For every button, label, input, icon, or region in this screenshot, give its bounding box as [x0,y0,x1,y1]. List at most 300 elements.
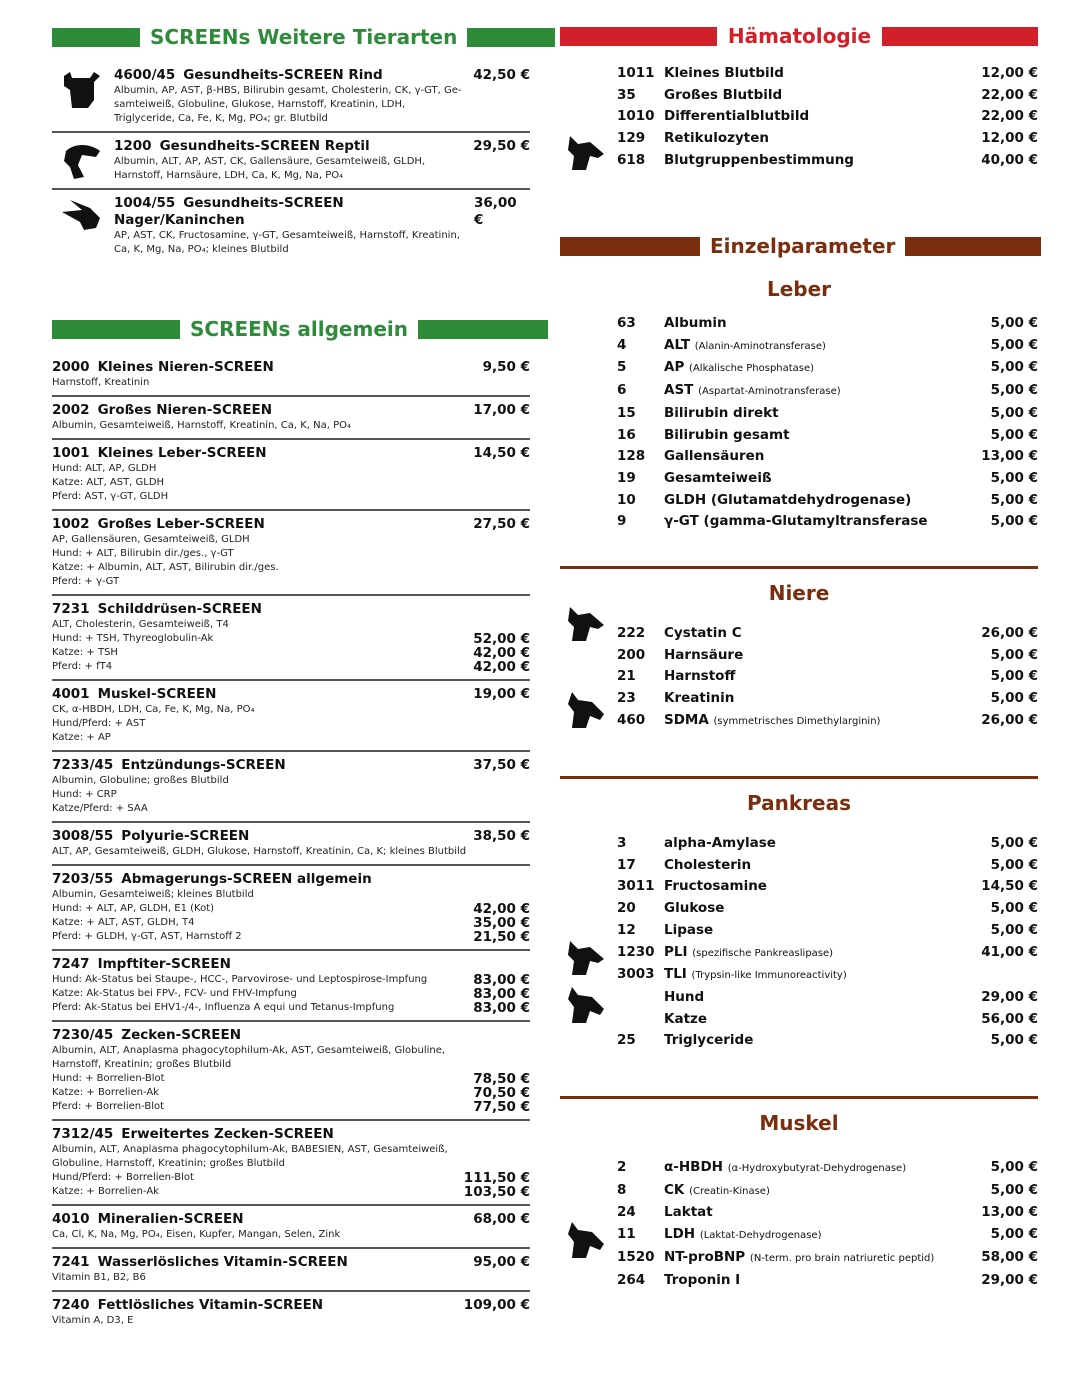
item-title [114,195,474,229]
item-title-row [52,828,530,845]
item-detail-row [52,802,530,816]
parameter-name [664,468,991,490]
item-title [52,686,216,703]
item-detail: Albumin, Gesamteiweiß; kleines Blutbild [52,889,254,900]
item-detail-row [52,703,530,717]
parameter-label: Blutgruppenbestimmung [664,151,854,168]
parameter-price: 5,00 € [990,513,1038,530]
item-price: 29,50 € [473,138,530,154]
item-detail: Katze: + Borrelien-Ak [52,1186,159,1197]
item-detail-row [52,1228,530,1242]
screen-item [52,440,530,511]
screen-item [52,1206,530,1249]
item-detail: Albumin, ALT, AP, AST, CK, Gallensäure, Gesamteiweiß, GLDH, [114,156,426,167]
item-detail: Hund: Ak-Status bei Staupe-, HCC-, Parvovirose- und Leptospirose-Impfung [52,974,428,985]
parameter-name [664,150,981,172]
parameter-label: NT-proBNP [664,1248,746,1265]
parameter-code: 1230 [617,943,655,960]
parameter-note: (N-term. pro brain natriuretic peptid) [749,1252,935,1264]
item-detail: Katze/Pferd: + SAA [52,803,148,814]
parameter-price: 41,00 € [981,943,1038,960]
parameter-row [560,645,1038,667]
parameter-label: α-HBDH [664,1159,723,1175]
parameter-label: Cholesterin [664,856,752,873]
item-code: 4600/45 [114,67,176,83]
item-code: 7231 [52,601,90,617]
section-divider [560,776,1038,779]
parameter-note: (α-Hydroxybutyrat-Dehydrogenase) [727,1163,907,1174]
parameter-name [664,63,981,85]
item-price: 42,00 € [473,901,530,917]
item-price: 42,50 € [473,67,530,83]
parameter-row [560,446,1038,468]
parameter-name [664,920,991,942]
parameter-row [560,1180,1038,1203]
item-title-row [52,1211,530,1228]
item-detail-row [52,1143,530,1157]
item-detail-row [52,1001,530,1015]
parameter-note: (Alkalische Phosphatase) [689,363,815,375]
parameter-price: 5,00 € [990,921,1038,938]
parameter-price: 5,00 € [990,426,1038,443]
item-title-row [52,402,530,419]
item-name: Gesundheits-SCREEN Nager/Kaninchen [114,195,344,228]
section-title: SCREENs allgemein [190,317,408,341]
item-detail: Katze: + TSH [52,647,118,658]
section-divider [560,566,1038,569]
item-detail-row [52,987,530,1001]
item-detail: Pferd: AST, γ-GT, GLDH [52,491,169,502]
parameter-name [664,964,1038,987]
item-detail: Pferd: + Borrelien-Blot [52,1101,165,1112]
item-detail: Vitamin B1, B2, B6 [52,1272,146,1283]
parameter-price: 5,00 € [990,491,1038,508]
parameter-name [664,1247,981,1270]
header-bar [467,28,555,47]
parameter-row [560,85,1038,107]
parameter-code: 200 [617,646,646,663]
item-title-row [52,601,530,618]
item-title [52,516,265,533]
parameter-label: Kleines Blutbild [664,65,784,81]
item-name: Muskel-SCREEN [97,686,217,702]
section-title: Hämatologie [727,24,872,48]
parameter-row [560,666,1038,688]
item-title [52,828,249,845]
parameter-row [560,490,1038,512]
item-price: 78,50 € [473,1071,530,1087]
parameter-label: Harnsäure [664,646,744,663]
item-name: Großes Nieren-SCREEN [97,402,273,418]
parameter-row [560,380,1038,403]
parameter-row [560,1202,1038,1224]
parameter-row [560,987,1038,1009]
screen-item [52,866,530,951]
section-pankreas [560,776,1038,1052]
parameter-name [664,106,981,128]
parameter-row [560,511,1038,533]
parameter-row [560,425,1038,447]
item-detail: Harnstoff, Kreatinin [52,377,150,388]
item-name: Erweitertes Zecken-SCREEN [121,1126,334,1142]
item-code: 7247 [52,956,90,972]
item-detail: Pferd: + γ-GT [52,576,120,587]
item-title-row [114,138,530,155]
item-detail-row [52,419,530,433]
item-detail: Hund/Pferd: + Borrelien-Blot [52,1172,194,1183]
parameter-row [560,1247,1038,1270]
parameter-code: 8 [617,1181,627,1198]
parameter-name [664,446,981,468]
item-detail: Hund/Pferd: + AST [52,718,146,729]
screen-item [52,1022,530,1121]
screen-item [52,354,530,397]
item-price: 70,50 € [473,1085,530,1101]
parameter-price: 13,00 € [981,448,1038,465]
item-title-row [52,359,530,376]
item-detail: Hund: + CRP [52,789,117,800]
item-detail: Hund: + TSH, Thyreoglobulin-Ak [52,633,214,644]
parameter-price: 12,00 € [981,65,1038,81]
item-detail-row [52,902,530,916]
screen-item [52,1292,530,1333]
item-detail: Hund: + ALT, Bilirubin dir./ges., γ-GT [52,548,234,559]
section-leber [560,277,1038,533]
item-detail-row [52,774,530,788]
item-title [52,445,267,462]
item-code: 4010 [52,1211,90,1227]
parameter-code: 15 [617,404,636,421]
item-code: 7233/45 [52,757,114,773]
item-price: 37,50 € [473,757,530,773]
parameter-code: 1010 [617,108,655,125]
item-name: Schilddrüsen-SCREEN [97,601,262,617]
parameter-note: (spezifische Pankreaslipase) [692,947,834,959]
parameter-code: 3011 [617,878,655,895]
item-title [52,1297,323,1314]
parameter-name [664,942,981,965]
item-detail: Ca, Cl, K, Na, Mg, PO₄, Eisen, Kupfer, Mangan, Selen, Zink [52,1229,341,1240]
parameter-name [664,85,981,107]
item-title-row [52,686,530,703]
parameter-label: Hund [664,988,705,1005]
parameter-price: 5,00 € [990,690,1038,707]
header-bar [560,237,700,256]
item-detail: AP, Gallensäuren, Gesamteiweiß, GLDH [52,534,250,545]
parameter-row [560,1157,1038,1180]
item-detail-row [52,973,530,987]
item-title [114,138,370,155]
parameter-label: Retikulozyten [664,130,770,147]
screen-item [52,397,530,440]
parameter-code: 17 [617,856,636,873]
item-name: Gesundheits-SCREEN Rind [183,67,383,83]
parameter-name [664,898,991,920]
item-detail: Albumin, ALT, Anaplasma phagocytophilum-Ak, AST, Gesamteiweiß, Globuline, [52,1045,446,1056]
parameter-label: ALT [664,336,691,353]
parameter-price: 14,50 € [981,878,1038,895]
parameter-note: (Aspartat-Aminotransferase) [698,386,841,398]
item-price: 83,00 € [473,986,530,1002]
header-bar [52,28,140,47]
item-price: 9,50 € [482,359,530,375]
item-price: 14,50 € [473,445,530,461]
parameter-code: 11 [617,1226,636,1243]
parameter-name [664,1180,991,1203]
parameter-price: 12,00 € [981,130,1038,147]
parameter-name [664,1030,991,1052]
parameter-row [560,688,1038,710]
parameter-label: Bilirubin direkt [664,404,779,421]
header-einzelparameter [560,235,1038,257]
parameter-row [560,403,1038,425]
parameter-code: 2 [617,1159,627,1175]
parameter-price: 29,00 € [981,988,1038,1005]
parameter-price: 5,00 € [990,646,1038,663]
parameter-row [560,920,1038,942]
item-title [52,601,262,618]
item-detail: Hund: + Borrelien-Blot [52,1073,165,1084]
item-detail: Vitamin A, D3, E [52,1315,134,1326]
parameter-price: 58,00 € [981,1248,1038,1265]
item-code: 2000 [52,359,90,375]
parameter-row [560,357,1038,380]
header-haematologie [560,25,1038,47]
item-detail-row [114,112,530,126]
parameter-code: 19 [617,469,636,486]
item-detail: Katze: + Albumin, ALT, AST, Bilirubin dir./ges. [52,562,279,573]
item-title [52,871,372,888]
parameter-name [664,128,981,150]
parameter-name [664,1224,991,1247]
item-price: 83,00 € [473,1000,530,1016]
item-detail-row [114,155,530,169]
header-weitere-tierarten [52,26,530,48]
item-title-row [52,1126,530,1143]
parameter-price: 5,00 € [990,359,1038,376]
item-detail-row [52,561,530,575]
horse-head-icon [564,1220,608,1260]
item-price: 77,50 € [473,1099,530,1115]
general-screens-list [52,354,530,1333]
parameter-price: 13,00 € [981,1204,1038,1221]
item-title [52,757,286,774]
item-code: 2002 [52,402,90,418]
screen-item [52,1249,530,1292]
parameter-price: 5,00 € [990,1032,1038,1049]
item-detail: Hund: + ALT, AP, GLDH, E1 (Kot) [52,903,215,914]
parameter-code: 618 [617,151,646,168]
parameter-label: Cystatin C [664,625,742,641]
item-price: 42,00 € [473,659,530,675]
parameter-price: 29,00 € [981,1271,1038,1288]
parameter-row [560,833,1038,855]
parameter-price: 5,00 € [990,856,1038,873]
parameter-code: 20 [617,900,636,917]
parameter-code: 16 [617,426,636,443]
item-title [114,67,383,84]
header-bar [560,27,717,46]
parameter-row [560,964,1038,987]
parameter-label: Fructosamine [664,878,767,895]
parameter-price: 5,00 € [990,382,1038,399]
parameter-price: 5,00 € [990,835,1038,851]
parameter-name [664,425,991,447]
item-name: Kleines Nieren-SCREEN [97,359,274,375]
parameter-row [560,63,1038,85]
parameter-label: Harnstoff [664,668,736,685]
parameter-name [664,688,991,710]
dog-head-icon [564,937,608,977]
parameter-code: 10 [617,491,636,508]
section-title: Pankreas [747,791,851,815]
item-detail-row [52,1058,530,1072]
item-detail-row [52,660,530,674]
parameter-note: (Laktat-Dehydrogenase) [699,1230,822,1242]
parameter-name [664,710,981,733]
parameter-code: 3003 [617,966,655,983]
parameter-label: Triglyceride [664,1032,754,1049]
item-detail-row [114,84,530,98]
section-divider [560,1096,1038,1099]
parameter-name [664,490,991,512]
item-detail: Harnstoff, Kreatinin; großes Blutbild [52,1059,232,1070]
item-detail: Albumin, AP, AST, β-HBS, Bilirubin gesamt, Cholesterin, CK, γ-GT, Ge- [114,85,462,96]
parameter-code [617,1009,664,1031]
parameter-row [560,1270,1038,1292]
parameter-name [664,1157,991,1180]
parameter-code: 25 [617,1032,636,1049]
item-detail-row [52,1086,530,1100]
item-detail-row [52,916,530,930]
item-title-row [114,67,530,84]
parameter-code: 24 [617,1204,636,1221]
parameter-price: 26,00 € [981,711,1038,728]
parameter-price: 5,00 € [990,469,1038,486]
parameter-price: 5,00 € [990,900,1038,917]
item-detail: Katze: + Borrelien-Ak [52,1087,159,1098]
item-detail-row [52,462,530,476]
item-detail-row [114,243,530,257]
item-detail-row [52,476,530,490]
item-price: 95,00 € [473,1254,530,1270]
item-price: 109,00 € [463,1297,530,1313]
parameter-row [560,335,1038,358]
item-detail-row [52,632,530,646]
parameter-label: Differentialblutbild [664,108,810,125]
parameter-code: 129 [617,130,646,147]
parameter-code: 12 [617,921,636,938]
item-detail-row [52,888,530,902]
parameter-row [560,1030,1038,1052]
screen-item [52,596,530,681]
parameter-row [560,106,1038,128]
item-detail-row [52,717,530,731]
parameter-name [664,987,981,1009]
item-detail: AP, AST, CK, Fructosamine, γ-GT, Gesamteiweiß, Harnstoff, Kreatinin, [114,230,460,241]
section-title: Muskel [759,1111,839,1135]
item-detail: Hund: ALT, AP, GLDH [52,463,157,474]
item-detail-row [52,376,530,390]
section-muskel [560,1096,1038,1291]
section-niere [560,566,1038,733]
parameter-name [664,833,991,855]
item-detail-row [52,845,530,859]
parameter-price: 5,00 € [990,1181,1038,1198]
item-name: Gesundheits-SCREEN Reptil [159,138,370,154]
item-detail-row [52,618,530,632]
item-code: 1002 [52,516,90,532]
parameter-row [560,855,1038,877]
item-title [52,359,274,376]
parameter-label: γ-GT (gamma-Glutamyltransferase [664,513,928,530]
parameter-label: Laktat [664,1204,713,1221]
item-code: 3008/55 [52,828,114,844]
item-name: Fettlösliches Vitamin-SCREEN [97,1297,324,1313]
parameter-code: 460 [617,711,646,728]
screen-item [52,752,530,823]
parameter-price: 5,00 € [990,315,1038,331]
item-name: Zecken-SCREEN [121,1027,241,1043]
item-code: 1001 [52,445,90,461]
item-detail-row [52,575,530,589]
item-detail: Katze: ALT, AST, GLDH [52,477,165,488]
item-code: 4001 [52,686,90,702]
parameter-name [664,623,981,645]
parameter-name [664,666,991,688]
item-price: 111,50 € [463,1170,530,1186]
screen-item [52,133,530,190]
dog-head-icon [564,132,608,172]
parameter-price: 40,00 € [981,151,1038,168]
item-price: 19,00 € [473,686,530,702]
item-detail: Globuline, Harnstoff, Kreatinin; großes Blutbild [52,1158,285,1169]
parameter-label: Glukose [664,900,725,917]
item-name: Abmagerungs-SCREEN allgemein [121,871,372,887]
header-screens-allgemein [52,318,530,340]
item-title [52,1211,244,1228]
parameter-code: 21 [617,668,636,685]
item-detail: Pferd: + GLDH, γ-GT, AST, Harnstoff 2 [52,931,242,942]
item-price: 17,00 € [473,402,530,418]
parameter-row [560,710,1038,733]
item-detail: Katze: Ak-Status bei FPV-, FCV- und FHV-Impfung [52,988,297,999]
item-price: 38,50 € [473,828,530,844]
parameter-code: 1520 [617,1248,655,1265]
parameter-name [664,380,991,403]
item-title [52,402,272,419]
cow-icon [60,70,104,110]
screen-item [52,62,530,133]
parameter-price: 5,00 € [990,336,1038,353]
screen-item [52,511,530,596]
item-price: 103,50 € [463,1184,530,1200]
parameter-label: GLDH (Glutamatdehydrogenase) [664,491,912,508]
parameter-row [560,898,1038,920]
section-title: Niere [768,581,830,605]
item-title-row [52,1254,530,1271]
parameter-price: 5,00 € [990,404,1038,421]
parameter-row [560,942,1038,965]
parameter-code: 35 [617,86,636,103]
item-title [52,1254,348,1271]
parameter-label: Bilirubin gesamt [664,426,790,443]
horse-head-icon [564,690,608,730]
item-code: 1004/55 [114,195,176,211]
item-detail: Pferd: Ak-Status bei EHV1-/4-, Influenza A equi und Tetanus-Impfung [52,1002,395,1013]
item-price: 42,00 € [473,645,530,661]
parameter-code: 128 [617,448,646,465]
